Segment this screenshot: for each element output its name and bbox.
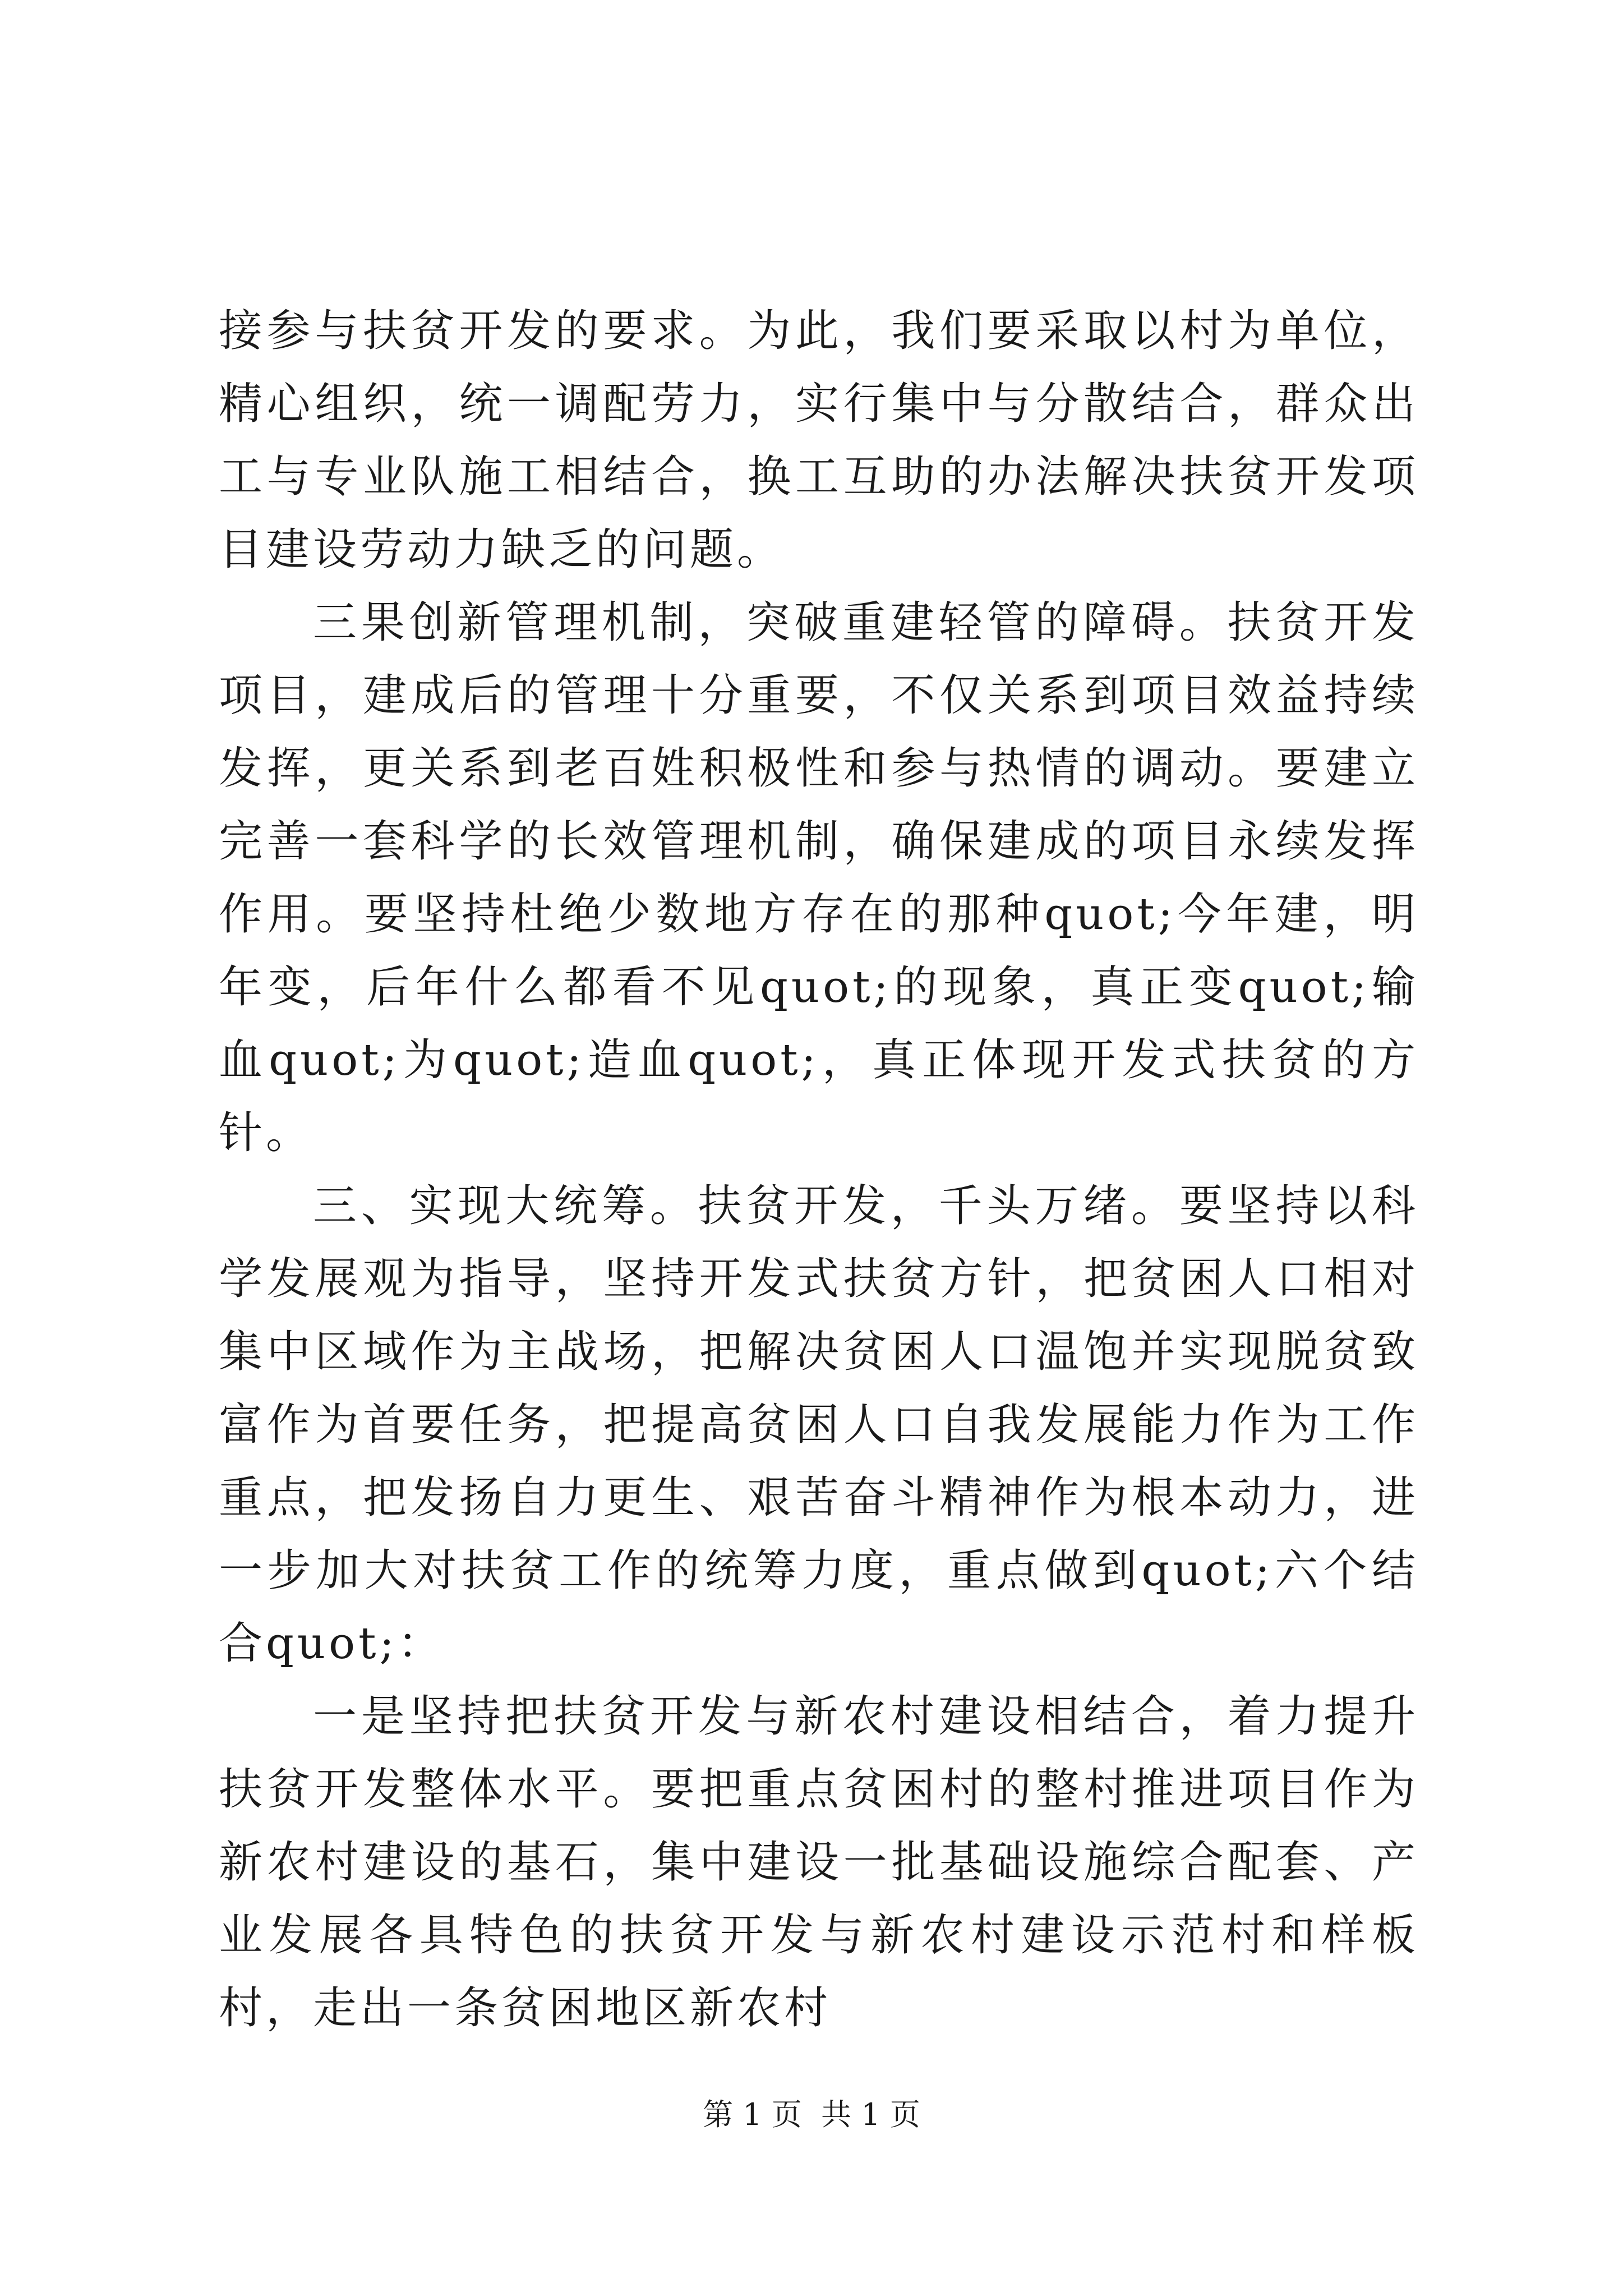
paragraph-4: 一是坚持把扶贫开发与新农村建设相结合，着力提升扶贫开发整体水平。要把重点贫困村的整村推进项目作为新农村建设的基石，集中建设一批基础设施综合配套、产业发展各具特色的扶贫开发与新农村建设示范村和样板村，走出一条贫困地区新农村 bbox=[219, 1691, 1419, 2033]
paragraph-1: 接参与扶贫开发的要求。为此，我们要采取以村为单位，精心组织，统一调配劳力，实行集中与分散结合，群众出工与专业队施工相结合，换工互助的办法解决扶贫开发项目建设劳动力缺乏的问题。 bbox=[219, 306, 1419, 575]
paragraph-2: 三果创新管理机制，突破重建轻管的障碍。扶贫开发项目，建成后的管理十分重要，不仅关系到项目效益持续发挥，更关系到老百姓积极性和参与热情的调动。要建立完善一套科学的长效管理机制，确保建成的项目永续发挥作用。要坚持杜绝少数地方存在的那种quot;今年建，明年变，后年什么都看不见quot;的现象，真正变quot;输血quot;为quot;造血quot;，真正体现开发式扶贫的方针。 bbox=[219, 597, 1419, 1158]
page-footer bbox=[0, 2095, 1623, 2134]
document-body bbox=[219, 295, 1419, 2045]
paragraph-3: 三、实现大统筹。扶贫开发，千头万绪。要坚持以科学发展观为指导，坚持开发式扶贫方针，把贫困人口相对集中区域作为主战场，把解决贫困人口温饱并实现脱贫致富作为首要任务，把提高贫困人口自我发展能力作为工作重点，把发扬自力更生、艰苦奋斗精神作为根本动力，进一步加大对扶贫工作的统筹力度，重点做到quot;六个结合quot;： bbox=[219, 1181, 1419, 1669]
page-number-label: 第 1 页 共 1 页 bbox=[703, 2097, 920, 2132]
